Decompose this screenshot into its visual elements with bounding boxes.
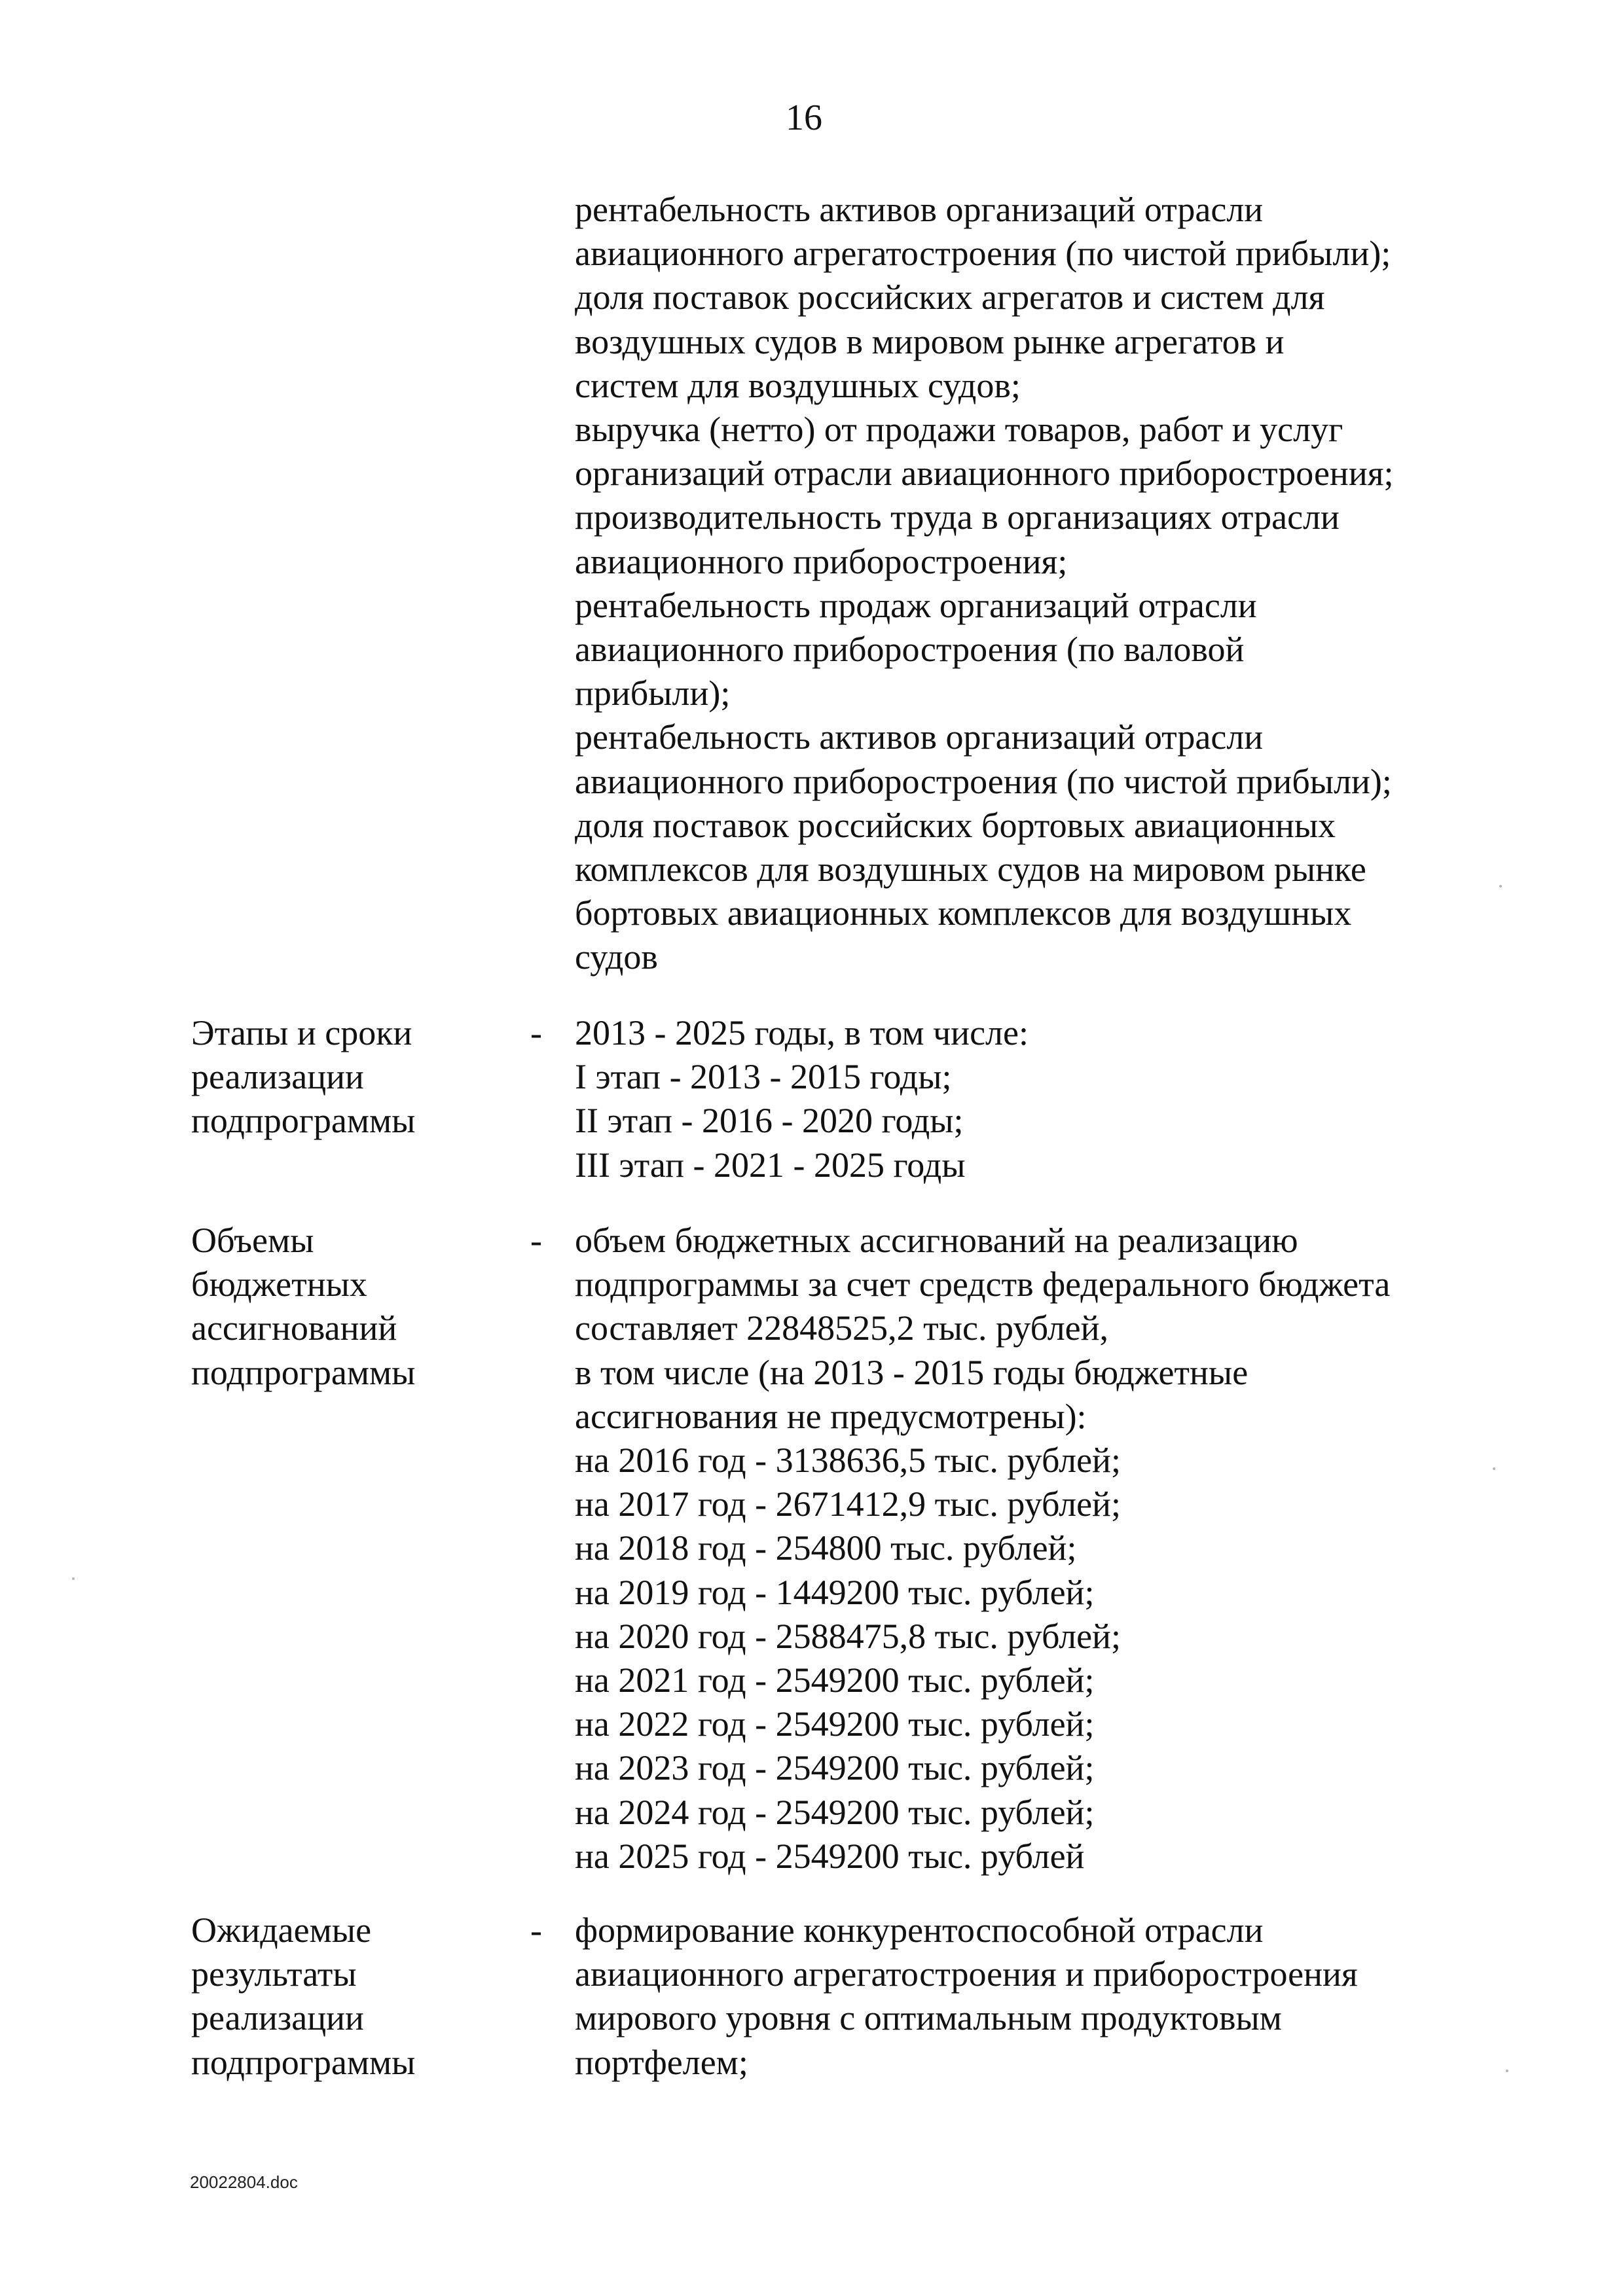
label-line: подпрограммы	[191, 1352, 416, 1392]
dash-separator: -	[530, 1221, 542, 1260]
value-line: на 2025 год - 2549200 тыс. рублей	[575, 1836, 1085, 1876]
dash-separator: -	[530, 1013, 542, 1052]
text-line: авиационного приборостроения;	[575, 541, 1068, 581]
text-line: доля поставок российских агрегатов и систем для	[575, 278, 1325, 317]
label-line: Ожидаемые	[191, 1910, 372, 1950]
value-line: на 2024 год - 2549200 тыс. рублей;	[575, 1792, 1095, 1832]
scan-speck	[1506, 2070, 1508, 2072]
value-line: в том числе (на 2013 - 2015 годы бюджетные	[575, 1352, 1249, 1392]
text-line: авиационного приборостроения (по валовой	[575, 630, 1245, 670]
label-line: ассигнований	[191, 1308, 397, 1348]
text-line: производительность труда в организациях отрасли	[575, 497, 1340, 537]
text-line: судов	[575, 937, 658, 977]
footer-filename: 20022804.doc	[190, 2172, 298, 2192]
label-line: Этапы и сроки	[191, 1013, 412, 1052]
value-line: на 2023 год - 2549200 тыс. рублей;	[575, 1748, 1095, 1788]
text-line: рентабельность активов организаций отрасли	[575, 717, 1264, 757]
value-line: на 2020 год - 2588475,8 тыс. рублей;	[575, 1616, 1121, 1656]
value-line: на 2018 год - 254800 тыс. рублей;	[575, 1528, 1077, 1568]
value-line: формирование конкурентоспособной отрасли	[575, 1910, 1264, 1950]
value-line: III этап - 2021 - 2025 годы	[575, 1145, 966, 1185]
text-line: воздушных судов в мировом рынке агрегатов и	[575, 321, 1285, 361]
dash-separator: -	[530, 1910, 542, 1950]
page-number: 16	[786, 98, 822, 138]
value-line: составляет 22848525,2 тыс. рублей,	[575, 1308, 1109, 1348]
text-line: авиационного приборостроения (по чистой прибыли);	[575, 761, 1392, 801]
value-line: на 2021 год - 2549200 тыс. рублей;	[575, 1660, 1095, 1700]
text-line: прибыли);	[575, 673, 731, 713]
scan-speck	[72, 1577, 75, 1580]
value-line: на 2016 год - 3138636,5 тыс. рублей;	[575, 1441, 1121, 1480]
value-line: I этап - 2013 - 2015 годы;	[575, 1057, 952, 1097]
label-line: бюджетных	[191, 1265, 367, 1304]
indicators-continuation	[575, 188, 1524, 980]
stages-value	[575, 1011, 1524, 1187]
results-label	[191, 1909, 505, 2085]
label-line: результаты	[191, 1954, 357, 1994]
text-line: систем для воздушных судов;	[575, 365, 1021, 405]
budget-value	[575, 1219, 1524, 1878]
text-line: авиационного агрегатостроения (по чистой прибыли);	[575, 234, 1391, 274]
text-line: доля поставок российских бортовых авиационных	[575, 805, 1336, 845]
label-line: подпрограммы	[191, 1101, 416, 1141]
scan-speck	[1493, 1467, 1495, 1470]
scan-speck	[1499, 885, 1502, 888]
text-line: организаций отрасли авиационного приборостроения;	[575, 454, 1394, 493]
value-line: портфелем;	[575, 2042, 748, 2082]
text-line: рентабельность активов организаций отрасли	[575, 190, 1264, 229]
value-line: на 2017 год - 2671412,9 тыс. рублей;	[575, 1484, 1121, 1524]
value-line: на 2019 год - 1449200 тыс. рублей;	[575, 1572, 1095, 1612]
budget-label	[191, 1219, 505, 1395]
results-value	[575, 1909, 1524, 2085]
text-line: выручка (нетто) от продажи товаров, работ и услуг	[575, 410, 1343, 450]
value-line: 2013 - 2025 годы, в том числе:	[575, 1013, 1029, 1052]
value-line: II этап - 2016 - 2020 годы;	[575, 1101, 964, 1141]
stages-label	[191, 1011, 505, 1143]
value-line: мирового уровня с оптимальным продуктовым	[575, 1998, 1282, 2038]
label-line: реализации	[191, 1998, 364, 2038]
value-line: объем бюджетных ассигнований на реализацию	[575, 1221, 1298, 1260]
text-line: комплексов для воздушных судов на мировом рынке	[575, 850, 1366, 889]
text-line: бортовых авиационных комплексов для воздушных	[575, 893, 1352, 933]
label-line: Объемы	[191, 1221, 314, 1260]
label-line: реализации	[191, 1057, 364, 1097]
value-line: ассигнования не предусмотрены):	[575, 1396, 1087, 1436]
value-line: на 2022 год - 2549200 тыс. рублей;	[575, 1704, 1095, 1744]
label-line: подпрограммы	[191, 2042, 416, 2082]
value-line: авиационного агрегатостроения и приборостроения	[575, 1954, 1358, 1994]
text-line: рентабельность продаж организаций отрасли	[575, 585, 1257, 625]
value-line: подпрограммы за счет средств федерального бюджета	[575, 1265, 1391, 1304]
